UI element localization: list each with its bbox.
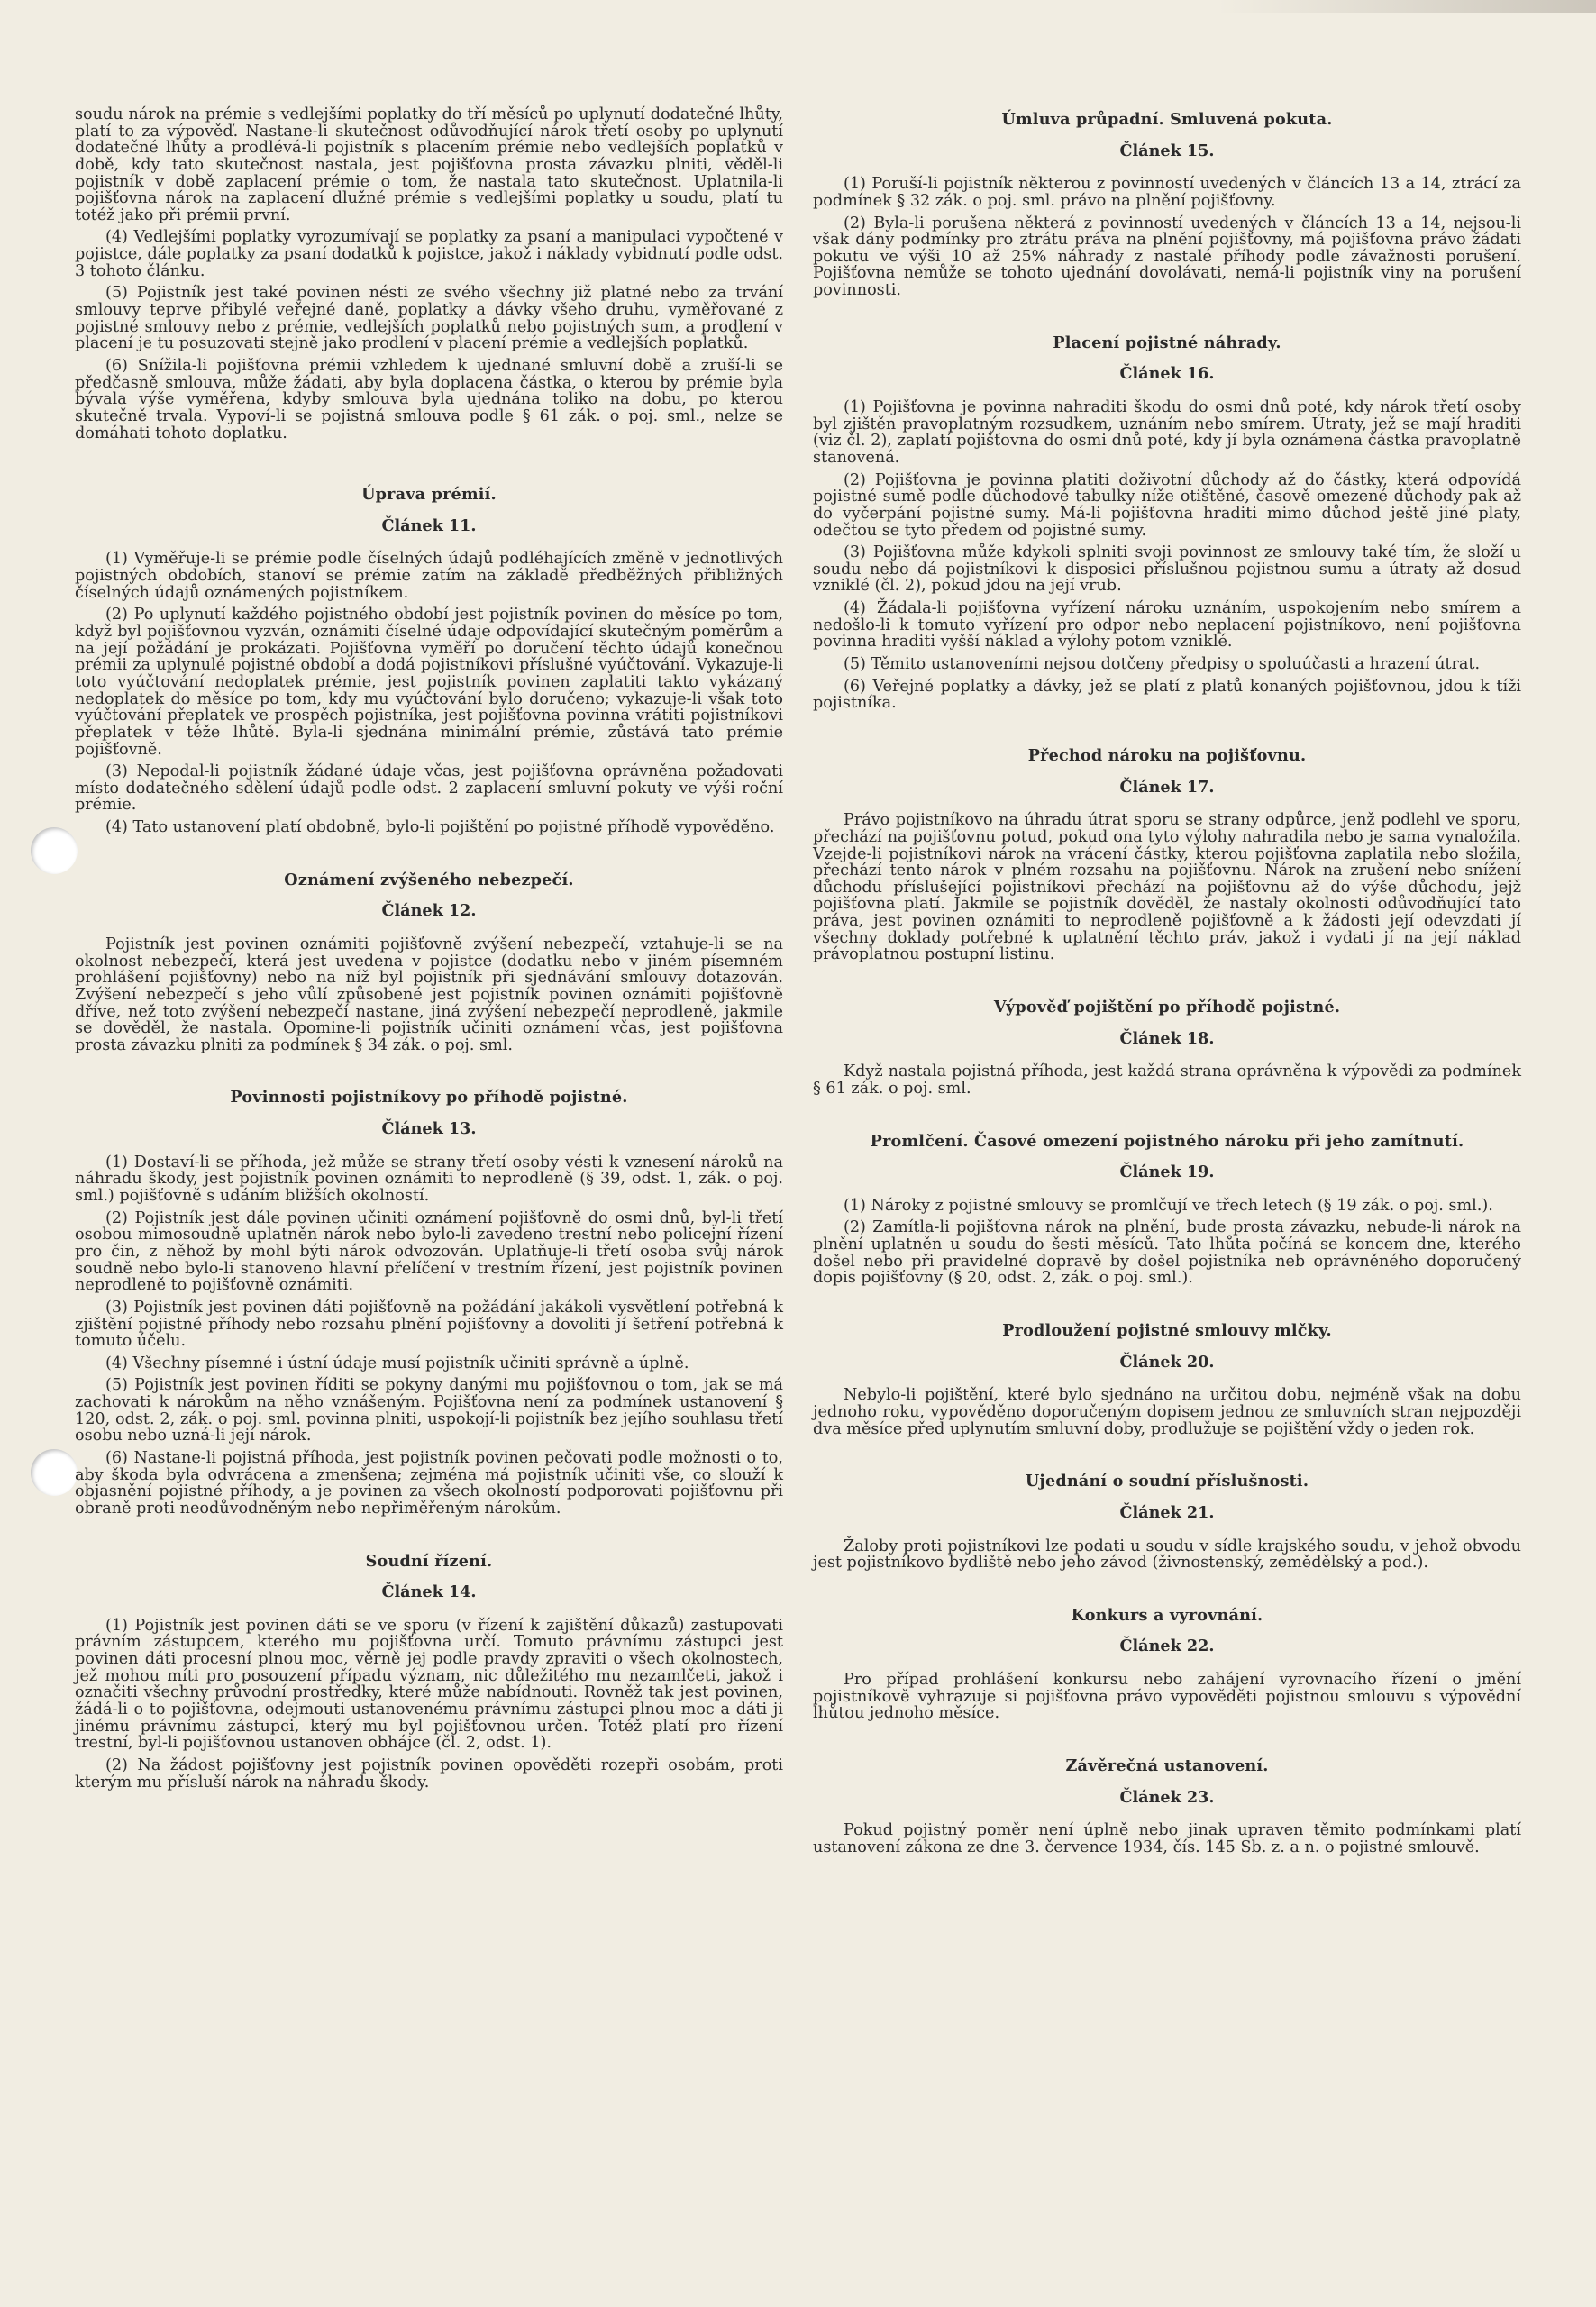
section-clanek-12 [75, 872, 783, 1054]
article-paragraph: (2) Pojistník jest dále povinen učiniti oznámení pojišťovně do osmi dnů, byl-li třetí osobou mimosoudně uplatněn nárok nebo bylo-li zavedeno trestní nebo policejní řízení pro čin, z něhož by mohl býti nárok odvozován. Uplatňuje-li třetí osoba svůj nárok soudně nebo bylo-li stanoveno hlavní přelíčení v trestním řízení, jest pojistník povinen neprodleně to pojišťovně oznámiti. [75, 1208, 783, 1295]
section-clanek-11 [75, 487, 783, 836]
left-column [75, 106, 783, 1827]
section-title: Konkurs a vyrovnání. [1071, 1605, 1263, 1625]
article-paragraph: (1) Dostaví-li se příhoda, jež může se strany třetí osoby vésti k vznesení nároků na náhradu škody, jest pojistník povinen oznámiti to neprodleně (§ 39, odst. 1, zák. o poj. sml.) pojišťovně s udáním bližších okolností. [75, 1153, 783, 1206]
article-paragraph: (2) Byla-li porušena některá z povinností uvedených v článcích 13 a 14, nejsou-li však dány podmínky pro ztrátu práva na plnění pojišťovny, má pojišťovna právo žádati pokutu ve výši 10 až 25% náhrady z nastalé příhody podle závažnosti porušení. Pojišťovna nemůže se tohoto ujednání dovolávati, nemá-li pojistník viny na porušení povinnosti. [813, 214, 1521, 300]
section-clanek-22 [813, 1605, 1521, 1723]
article-paragraph: (1) Nároky z pojistné smlouvy se promlčují ve třech letech (§ 19 zák. o poj. sml.). [844, 1196, 1493, 1215]
punch-hole-lower [31, 1449, 78, 1496]
article-paragraph: Nebylo-li pojištění, které bylo sjednáno na určitou dobu, nejméně však na dobu jednoho roku, vypověděno doporučeným dopisem jednou ze smluvních stran nejpozději dva měsíce před uplynutím smluvní doby, prodlužuje se pojištění vždy o jeden rok. [813, 1386, 1521, 1438]
article-paragraph: (1) Vyměřuje-li se prémie podle číselných údajů podléhajících změně v jednotlivých pojistných obdobích, stanoví se prémie zatím na základě předběžných přibližných číselných údajů oznámených pojistníkem. [75, 550, 783, 602]
article-paragraph: (3) Pojišťovna může kdykoli splniti svoji povinnost ze smlouvy také tím, že složí u soudu nebo dá pojistníkovi k disposici příslušnou pojistnou sumu a útraty až dosud vzniklé (čl. 2), pokud jdou na její vrub. [813, 543, 1521, 596]
article-paragraph: Pro případ prohlášení konkursu nebo zahájení vyrovnacího řízení o jmění pojistníkově vyhrazuje si pojišťovna právo vypověděti pojistnou smlouvu s výpovědní lhůtou jednoho měsíce. [813, 1671, 1521, 1723]
intro-paragraph: (6) Snížila-li pojišťovna prémii vzhledem k ujednané smluvní době a zruší-li se předčasně smlouva, může žádati, aby byla doplacena částka, o kterou by prémie byla bývala výše vyměřena, kdyby smlouva byla ujednána toliko na dobu, po kterou skutečně trvala. Vypoví-li se pojistná smlouva podle § 61 zák. o poj. sml., nelze se domáhati tohoto doplatku. [75, 356, 783, 442]
punch-hole-upper [31, 827, 78, 874]
article-number: Článek 17. [1119, 777, 1215, 797]
article-number: Článek 12. [381, 901, 477, 921]
article-paragraph: (6) Nastane-li pojistná příhoda, jest pojistník povinen pečovati podle možnosti o to, aby škoda byla odvrácena a zmenšena; zejména má pojistník učiniti vše, co slouží k objasnění pojistné příhody, a je povinen za všech okolností podporovati pojišťovnu při obraně proti neodůvodněným nebo nepřiměřeným nárokům. [75, 1449, 783, 1518]
section-clanek-20 [813, 1323, 1521, 1437]
article-number: Článek 18. [1119, 1028, 1215, 1048]
section-clanek-18 [813, 999, 1521, 1098]
section-title: Povinnosti pojistníkovy po příhodě pojistné. [230, 1088, 628, 1108]
article-paragraph: (5) Těmito ustanoveními nejsou dotčeny předpisy o spoluúčasti a hrazení útrat. [844, 655, 1481, 674]
article-paragraph: (1) Poruší-li pojistník některou z povinností uvedených v článcích 13 a 14, ztrácí za podmínek § 32 zák. o poj. sml. právo na plnění pojišťovny. [813, 175, 1521, 210]
article-number: Článek 11. [381, 515, 477, 535]
article-paragraph: (1) Pojišťovna je povinna nahraditi škodu do osmi dnů poté, kdy nárok třetí osoby byl zjištěn pravoplatným rozsudkem, uznáním nebo smírem. Útraty, jež se mají hraditi (viz čl. 2), zaplatí pojišťovna do osmi dnů poté, kdy jí byla oznámena částka pravoplatně stanovená. [813, 398, 1521, 467]
article-paragraph: (5) Pojistník jest povinen říditi se pokyny danými mu pojišťovnou o tom, jak se má zachovati k nárokům na něho vznášeným. Pojišťovna není za podmínek ustanovení § 120, odst. 2, zák. o poj. sml. povinna plniti, uspokojí-li pojistník bez jejího souhlasu třetí osobu nebo uzná-li její nárok. [75, 1376, 783, 1445]
article-number: Článek 19. [1119, 1163, 1215, 1182]
article-paragraph: (6) Veřejné poplatky a dávky, jež se platí z platů konaných pojišťovnou, jdou k tíži pojistníka. [813, 677, 1521, 713]
article-number: Článek 20. [1119, 1352, 1215, 1372]
article-number: Článek 15. [1119, 141, 1215, 160]
article-paragraph: (2) Po uplynutí každého pojistného období jest pojistník povinen do měsíce po tom, když byl pojišťovnou vyzván, oznámiti číselné údaje odpovídající skutečným poměrům a na její požádání je prokázati. Pojišťovna vyměří po doručení těchto údajů konečnou prémii za uplynulé pojistné období a dodá pojistníkovi příslušné vyúčtování. Vykazuje-li toto vyúčtování nedoplatek prémie, jest pojistník povinen zaplatiti takto vykázaný nedoplatek do měsíce po tom, kdy mu vyúčtování bylo doručeno; vykazuje-li však toto vyúčtování přeplatek ve prospěch pojistníka, jest pojišťovna povinna vrátiti pojistníkovi přeplatek v téže lhůtě. Byla-li sjednána minimální prémie, zůstává tato prémie pojišťovně. [75, 606, 783, 759]
section-clanek-21 [813, 1473, 1521, 1572]
section-title: Úprava prémií. [361, 485, 497, 505]
section-title: Placení pojistné náhrady. [1053, 333, 1281, 352]
article-paragraph: (2) Na žádost pojišťovny jest pojistník povinen opověděti rozepři osobám, proti kterým mu přísluší nárok na náhradu škody. [75, 1755, 783, 1792]
section-clanek-19 [813, 1131, 1521, 1288]
intro-paragraph: (5) Pojistník jest také povinen nésti ze svého všechny již platné nebo za trvání smlouvy teprve přibylé veřejné daně, poplatky a dávky všeho druhu, vyměřované z pojistné smlouvy nebo z prémie, vedlejších poplatků nebo pojistných sum, a prodlení v placení je tu posuzovati stejně jako prodlení v placení prémie a vedlejších poplatků. [75, 284, 783, 353]
article-number: Článek 13. [381, 1119, 477, 1139]
article-number: Článek 16. [1119, 364, 1215, 384]
section-clanek-13 [75, 1090, 783, 1517]
section-title: Závěrečná ustanovení. [1065, 1756, 1269, 1775]
section-title: Výpověď pojištění po příhodě pojistné. [993, 997, 1341, 1017]
article-paragraph: (3) Nepodal-li pojistník žádané údaje včas, jest pojišťovna oprávněna požadovati místo dodatečného sdělení údajů podle odst. 2 zaplacení smluvní pokuty ve výši roční prémie. [75, 762, 783, 815]
page-edge-shadow [1218, 0, 1596, 13]
section-title: Ujednání o soudní příslušnosti. [1025, 1472, 1309, 1491]
article-number: Článek 21. [1119, 1502, 1215, 1522]
article-paragraph: Pojistník jest povinen oznámiti pojišťovně zvýšení nebezpečí, vztahuje-li se na okolnost nebezpečí, která jest uvedena v pojistce (dodatku nebo v jiném písemném prohlášení pojišťovny) nebo na níž byl pojistník při sjednávání smlouvy dotazován. Zvýšení nebezpečí s jeho vůlí způsobené jest pojistník povinen oznámiti pojišťovně dříve, než toto zvýšení nebezpečí nastane, jiná zvýšení nebezpečí neprodleně, jakmile se dověděl, že nastala. Opomine-li pojistník učiniti oznámení včas, jest pojišťovna prosta závazku plniti za podmínek § 34 zák. o poj. sml. [75, 935, 783, 1054]
section-clanek-23 [813, 1758, 1521, 1856]
article-paragraph: (2) Pojišťovna je povinna platiti doživotní důchody až do částky, která odpovídá pojistné sumě podle důchodové tabulky níže otištěné, časově omezené důchody pak až do vyčerpání pojistné sumy. Má-li pojišťovna hraditi mimo důchod ještě jiné platy, odečtou se tyto předem od pojistné sumy. [813, 470, 1521, 540]
article-number: Článek 14. [381, 1582, 477, 1602]
article-paragraph: Žaloby proti pojistníkovi lze podati u soudu v sídle krajského soudu, v jehož obvodu jest pojistníkovo bydliště nebo jeho závod (živnostenský, zemědělský a pod.). [813, 1536, 1521, 1573]
intro-block [75, 106, 783, 442]
article-paragraph: Pokud pojistný poměr není úplně nebo jinak upraven těmito podmínkami platí ustanovení zákona ze dne 3. července 1934, čís. 145 Sb. z. a n. o pojistné smlouvě. [813, 1821, 1521, 1856]
right-column [813, 112, 1521, 1892]
article-number: Článek 23. [1119, 1787, 1215, 1807]
section-title: Promlčení. Časové omezení pojistného nároku při jeho zamítnutí. [870, 1131, 1464, 1151]
article-paragraph: (4) Žádala-li pojišťovna vyřízení nároku uznáním, uspokojením nebo smírem a nedošlo-li k tomuto vyřízení pro odpor nebo neplacení pojistníkovo, není pojišťovna povinna hraditi vyšší náklad a výlohy potom vzniklé. [813, 599, 1521, 652]
intro-paragraph: (4) Vedlejšími poplatky vyrozumívají se poplatky za psaní a manipulaci vypočtené v pojistce, dále poplatky za psaní dodatků k pojistce, jakož i náklady vybidnutí podle odst. 3 tohoto článku. [75, 228, 783, 280]
intro-paragraph: soudu nárok na prémie s vedlejšími poplatky do tří měsíců po uplynutí dodatečné lhůty, platí to za výpověď. Nastane-li skutečnost odůvodňující nárok třetí osoby po uplynutí dodatečné lhůty a prodlévá-li pojistník s placením prémie nebo vedlejších poplatků v době, kdy tato skutečnost nastala, jest pojišťovna prosta závazku plniti, věděl-li pojistník v době zaplacení prémie o tom, že nastala tato skutečnost. Uplatnila-li pojišťovna nárok na zaplacení dlužné prémie s vedlejšími poplatky u soudu, platí tu totéž jako při prémii první. [75, 105, 783, 224]
section-clanek-14 [75, 1551, 783, 1792]
article-paragraph: (4) Tato ustanovení platí obdobně, bylo-li pojištění po pojistné příhodě vypověděno. [105, 818, 775, 837]
section-title: Soudní řízení. [365, 1551, 493, 1571]
section-title: Prodloužení pojistné smlouvy mlčky. [1002, 1321, 1332, 1341]
section-clanek-16 [813, 335, 1521, 712]
article-paragraph: (3) Pojistník jest povinen dáti pojišťovně na požádání jakákoli vysvětlení potřebná k zjištění pojistné příhody nebo rozsahu plnění pojišťovny a dovoliti jí šetření potřebná k tomuto účelu. [75, 1298, 783, 1351]
article-paragraph: Když nastala pojistná příhoda, jest každá strana oprávněna k výpovědi za podmínek § 61 zák. o poj. sml. [813, 1062, 1521, 1098]
article-paragraph: Právo pojistníkovo na úhradu útrat sporu se strany odpůrce, jenž podlehl ve sporu, přechází na pojišťovnu potud, pokud ona tyto výlohy nahradila nebo je sama vynaložila. Vzejde-li pojistníkovi nárok na vrácení částky, kterou pojišťovna zaplatila nebo složila, přechází tento nárok v plném rozsahu na pojišťovnu. Nárok na zrušení nebo snížení důchodu příslušející pojistníkovi přechází na pojišťovnu až do výše důchodu, jejž pojišťovna platí. Jakmile se pojistník dověděl, že nastaly okolnosti odůvodňující tato práva, jest povinen oznámiti to neprodleně pojišťovně a k žádosti její odevzdati jí všechny doklady potřebné k uplatnění těchto práv, jakož i vydati jí na její náklad právoplatnou postupní listinu. [813, 811, 1521, 964]
article-paragraph: (2) Zamítla-li pojišťovna nárok na plnění, bude prosta závazku, nebude-li nárok na plnění uplatněn u soudu do šesti měsíců. Tato lhůta počíná se koncem dne, kterého došel nebo při pravidelné dopravě by došel pojistníka neb oprávněného doporučený dopis pojišťovny (§ 20, odst. 2, zák. o poj. sml.). [813, 1218, 1521, 1288]
section-clanek-15 [813, 112, 1521, 299]
section-title: Přechod nároku na pojišťovnu. [1027, 745, 1307, 765]
article-number: Článek 22. [1119, 1637, 1215, 1656]
section-title: Oznámení zvýšeného nebezpečí. [284, 870, 574, 889]
article-paragraph: (1) Pojistník jest povinen dáti se ve sporu (v řízení k zajištění důkazů) zastupovati právním zástupcem, kterého mu pojišťovna určí. Tomuto právnímu zástupci jest povinen dáti procesní plnou moc, věrně jej podle pravdy zpraviti o všech okolnostech, jež mohou míti pro posouzení případu význam, nic důležitého mu nezamlčeti, jakož i označiti všechny průvodní prostředky, které může nabídnouti. Rovněž tak jest povinen, žádá-li o to pojišťovna, odejmouti ustanovenému právnímu zástupci plnou moc a dáti ji jinému právnímu zástupci, který mu byl pojišťovnou určen. Totéž platí pro řízení trestní, byl-li pojišťovnou ustanoven obhájce (čl. 2, odst. 1). [75, 1616, 783, 1753]
article-paragraph: (4) Všechny písemné i ústní údaje musí pojistník učiniti správně a úplně. [105, 1354, 689, 1372]
section-title: Úmluva průpadní. Smluvená pokuta. [1001, 110, 1333, 129]
section-clanek-17 [813, 745, 1521, 964]
